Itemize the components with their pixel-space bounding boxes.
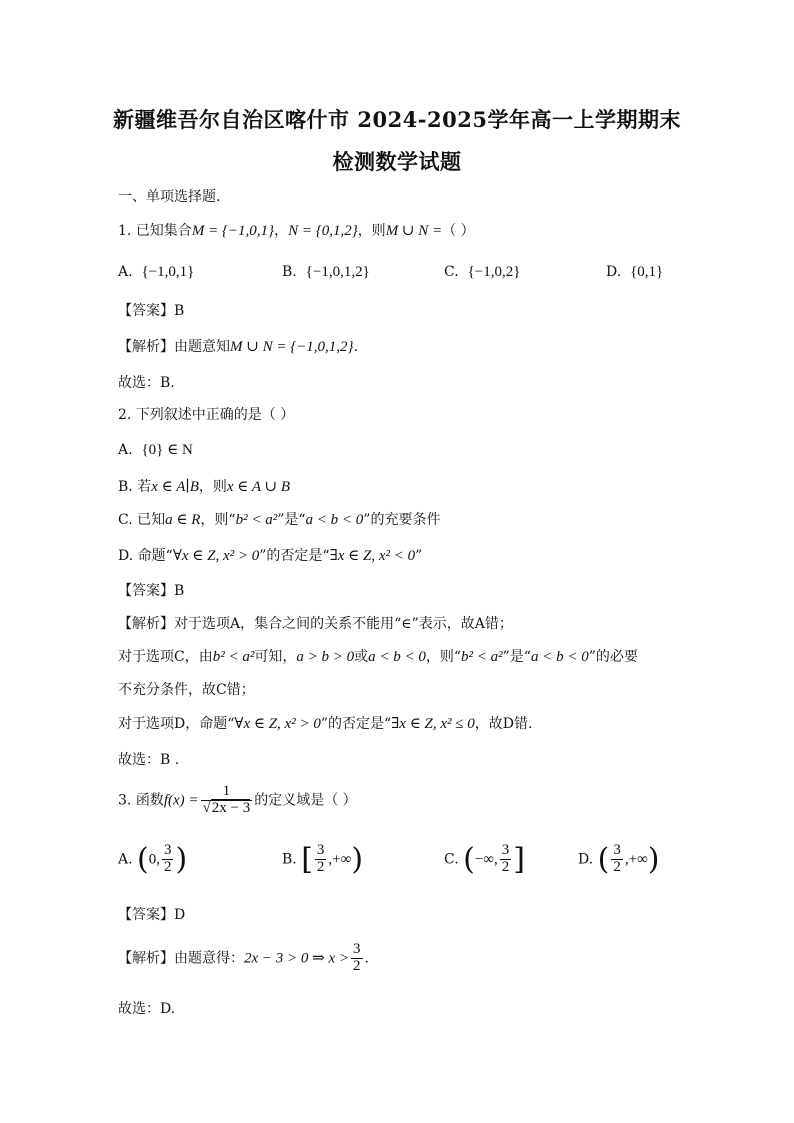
q1-set-n: N = {0,1,2}: [288, 223, 358, 239]
q2-option-c: C. 已知a ∈ R，则“b² < a²”是“a < b < 0”的充要条件: [118, 512, 441, 528]
section-heading: 一、单项选择题.: [118, 189, 221, 205]
q3-stem: 3. 函数f(x) = $\frac{1}{√2x - 3}$ 的定义域是（ ）: [118, 783, 357, 816]
doc-title-line1: 新疆维吾尔自治区喀什市 2024-2025学年高一上学期期末: [113, 107, 681, 132]
q1-option-a: A. {−1,0,1}: [118, 264, 195, 280]
q1-number: 1.: [118, 223, 132, 239]
q1-option-d: D. {0,1}: [606, 264, 664, 280]
q3-choose: 故选：D.: [118, 1001, 176, 1017]
doc-title-line2: 检测数学试题: [332, 149, 462, 174]
q1-union: M ∪ N =: [385, 223, 443, 239]
q1-analysis: 【解析】由题意知M ∪ N = {−1,0,1,2}.: [118, 339, 359, 355]
q3-option-d: D. ( $\frac{3}{2}$ ,+∞): [578, 842, 660, 877]
q1-stem-text-b: ，则: [357, 223, 386, 239]
q3-option-b: B. [ $\frac{3}{2}$ ,+∞): [282, 842, 364, 877]
q1-stem-text-a: 已知集合: [135, 223, 192, 239]
q2-analysis-line2: 对于选项C，由b² < a²可知，a > b > 0或a < b < 0，则“b² < a²”是“a < b < 0”的必要: [118, 649, 638, 665]
q2-analysis-line3: 不充分条件，故C错；: [118, 682, 255, 698]
q2-option-d: D. 命题“∀x ∈ Z, x² > 0”的否定是“∃x ∈ Z, x² < 0”: [118, 548, 423, 564]
q1-choose: 故选：B.: [118, 375, 175, 391]
q2-option-a: A. {0} ∈ N: [118, 442, 193, 458]
q3-fraction: $\frac{1}{√2x - 3}$: [202, 783, 251, 816]
q1-option-c: C. {−1,0,2}: [444, 264, 521, 280]
q3-analysis: 【解析】由题意得：2x − 3 > 0 ⇒ x > $\frac{3}{2}$ .: [118, 941, 369, 974]
q2-analysis-line4: 对于选项D，命题“∀x ∈ Z, x² > 0”的否定是“∃x ∈ Z, x² ≤ 0，故D错.: [118, 716, 533, 732]
q3-answer: 【答案】D: [118, 907, 186, 923]
q1-option-b: B. {−1,0,1,2}: [282, 264, 370, 280]
q3-option-c: C. (−∞, $\frac{3}{2}$ ]: [444, 842, 525, 877]
q1-answer: 【答案】B: [118, 303, 185, 319]
q2-choose: 故选：B .: [118, 752, 180, 768]
q1-paren: （ ）: [442, 223, 475, 239]
q2-stem: 2. 下列叙述中正确的是（ ）: [118, 407, 295, 423]
q1-set-m: M = {−1,0,1}: [191, 223, 275, 239]
q2-answer: 【答案】B: [118, 583, 185, 599]
q2-analysis-line1: 【解析】对于选项A，集合之间的关系不能用“∈”表示，故A错；: [118, 616, 513, 632]
q3-option-a: A. (0, $\frac{3}{2}$ ): [118, 842, 188, 877]
q1-stem: 1. 已知集合M = {−1,0,1}，N = {0,1,2}，则M ∪ N =（ ）: [118, 223, 475, 239]
q2-option-b: B. 若x ∈ A∣B，则x ∈ A ∪ B: [118, 479, 291, 495]
